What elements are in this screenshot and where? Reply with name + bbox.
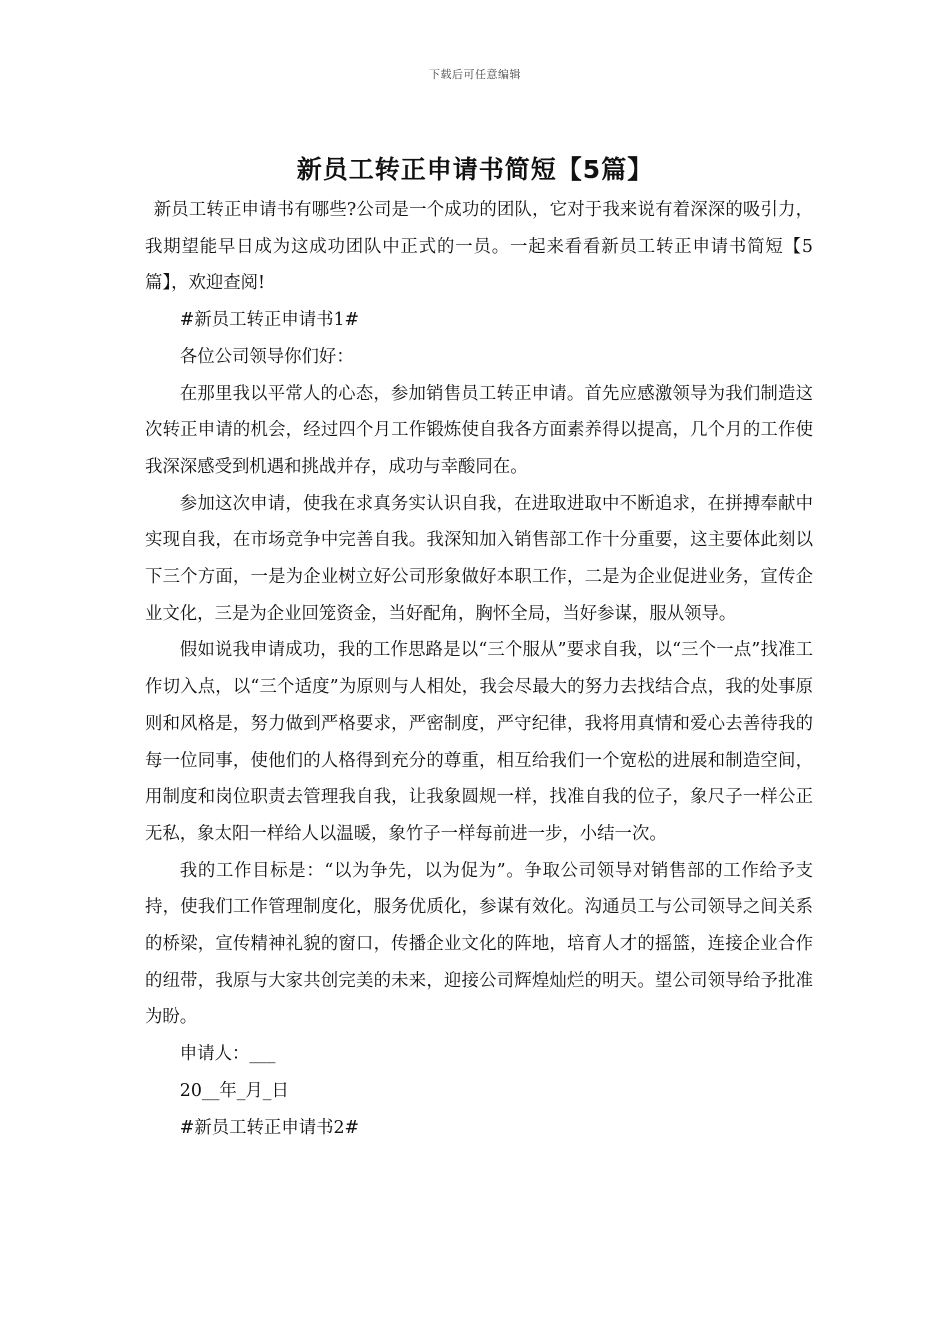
page-header-note: 下载后可任意编辑 <box>429 68 521 81</box>
applicant-signature-line: 申请人：___ <box>179 1044 276 1065</box>
document-body <box>145 192 813 1146</box>
body-paragraph: 参加这次申请，使我在求真务实认识自我，在进取进取中不断追求，在拼搏奉献中实现自我，在市场竞争中完善自我。我深知加入销售部工作十分重要，这主要体此刻以下三个方面，一是为企业树立好公司形象做好本职工作，二是为企业促进业务，宣传企业文化，三是为企业回笼资金，当好配角，胸怀全局，当好参谋，服从领导。 <box>145 493 813 624</box>
section-heading-2: #新员工转正申请书2# <box>179 1117 360 1138</box>
section-heading-1: #新员工转正申请书1# <box>179 310 360 331</box>
intro-paragraph: 新员工转正申请书有哪些?公司是一个成功的团队，它对于我来说有着深深的吸引力，我期望能早日成为这成功团队中正式的一员。一起来看看新员工转正申请书简短【5篇】，欢迎查阅! <box>145 200 813 294</box>
body-paragraph: 在那里我以平常人的心态，参加销售员工转正申请。首先应感激领导为我们制造这次转正申请的机会，经过四个月工作锻炼使自我各方面素养得以提高，几个月的工作使我深深感受到机遇和挑战并存，成功与幸酸同在。 <box>145 383 813 477</box>
body-paragraph: 我的工作目标是：“以为争先，以为促为”。争取公司领导对销售部的工作给予支持，使我们工作管理制度化，服务优质化，参谋有效化。沟通员工与公司领导之间关系的桥梁，宣传精神礼貌的窗口，传播企业文化的阵地，培育人才的摇篮，连接企业合作的纽带，我原与大家共创完美的未来，迎接公司辉煌灿烂的明天。望公司领导给予批准为盼。 <box>145 860 813 1028</box>
salutation: 各位公司领导你们好： <box>179 346 354 367</box>
document-title: 新员工转正申请书简短【5篇】 <box>296 155 654 184</box>
date-line: 20__年_月_日 <box>179 1080 289 1101</box>
body-paragraph: 假如说我申请成功，我的工作思路是以“三个服从”要求自我，以“三个一点”找准工作切入点，以“三个适度”为原则与人相处，我会尽最大的努力去找结合点，我的处事原则和风格是，努力做到严格要求，严密制度，严守纪律，我将用真情和爱心去善待我的每一位同事，使他们的人格得到充分的尊重，相互给我们一个宽松的进展和制造空间，用制度和岗位职责去管理我自我，让我象圆规一样，找准自我的位子，象尺子一样公正无私，象太阳一样给人以温暖，象竹子一样每前进一步，小结一次。 <box>145 640 813 844</box>
